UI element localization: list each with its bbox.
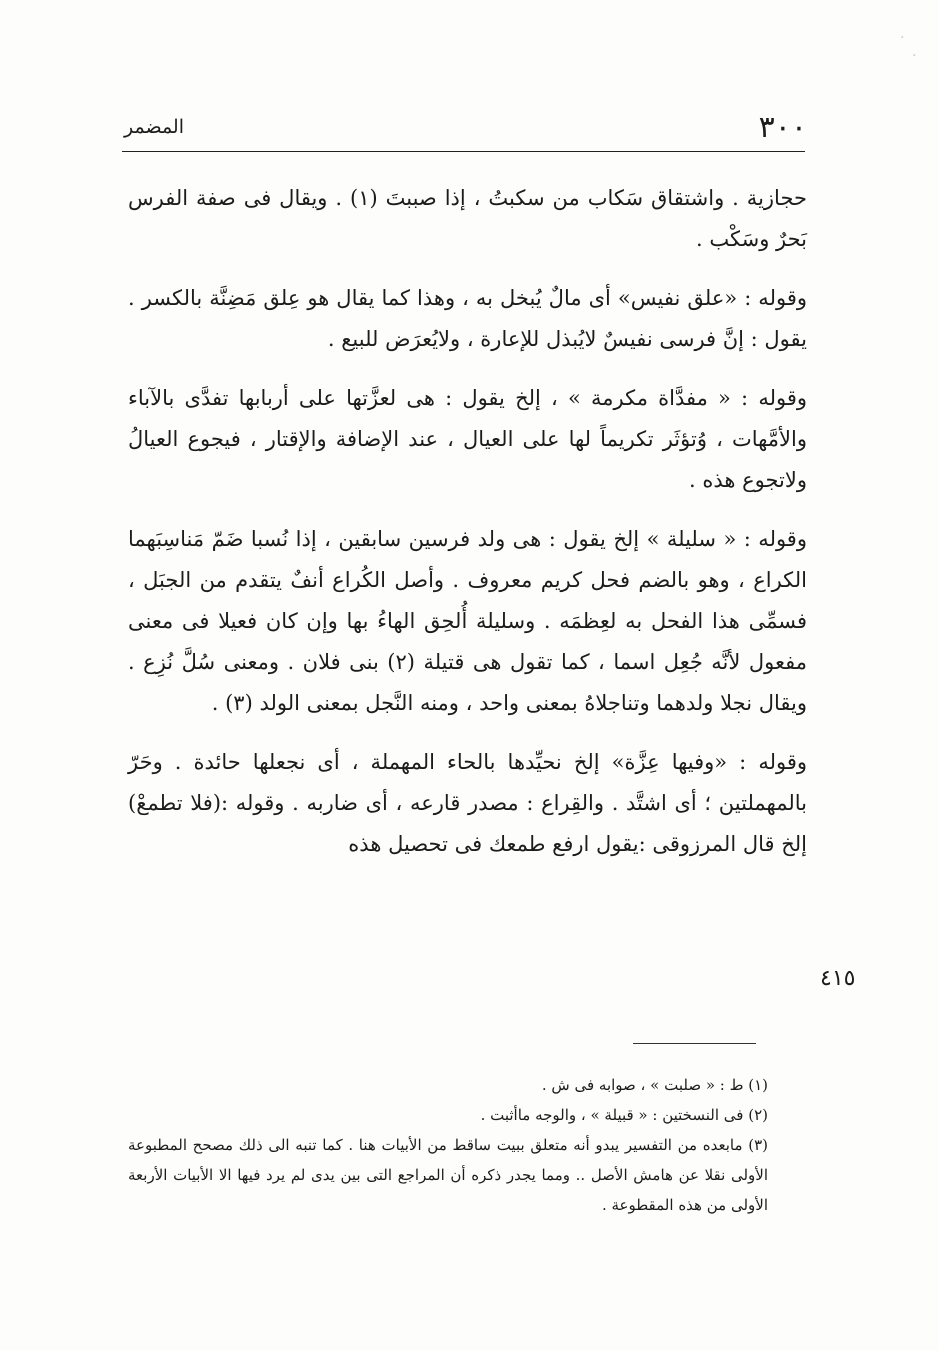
margin-line-number: ٤١٥ [820,966,856,991]
main-text [128,178,807,883]
paragraph-5: وقوله : «وفيها عِزَّة» إلخ نحيِّدها بالحاء المهملة ، أى نجعلها حائدة . وحَرّ بالمهملتين ؛ أى اشتَّد . والقِراع : مصدر قارعه ، أى ضاربه . وقوله :(فلا تطمعْ) إلخ قال المرزوقى :يقول ارفع طمعك فى تحصيل هذه [128,750,807,856]
running-title: المضمر [124,116,184,138]
footnote-3: (٣) مابعده من التفسير يبدو أنه متعلق ببيت ساقط من الأبيات هنا . كما تنبه الى ذلك مصحح المطبوعة الأولى نقلا عن هامش الأصل .. ومما يجدر ذكره أن المراجع التى بين يدى لم يرد فيها الا الأبيات الأربعة الأولى من هذه المقطوعة . [128,1136,768,1214]
scan-speck: · [912,48,917,64]
paragraph-1: حجازية . واشتقاق سَكاب من سكبتُ ، إذا صببتَ (١) . ويقال فى صفة الفرس بَحرٌ وسَكْب . [128,186,807,251]
page-number: ٣٠٠ [758,110,807,145]
header-rule [122,151,805,152]
footnote-2: (٢) فى النسختين : « قبيلة » ، والوجه ماأثبت . [480,1106,768,1124]
paragraph-2: وقوله : «علق نفيس» أى مالٌ يُبخل به ، وهذا كما يقال هو عِلق مَضِنَّة بالكسر . يقول : إنَّ فرسى نفيسٌ لايُبذل للإعارة ، ولايُعرَض للبيع . [128,286,807,351]
paragraph-3: وقوله : « مفدَّاة مكرمة » ، إلخ يقول : هى لعزَّتها على أربابها تفدَّى بالآباء والأمَّهات ، وُتؤثَر تكريماً لها على العيال ، عند الإضافة والإقتار ، فيجوع العيالُ ولاتجوع هذه . [128,386,807,492]
footnotes [128,1070,768,1220]
footnote-rule [633,1043,756,1044]
scan-speck: · [900,30,905,46]
footnote-1: (١) ط : « صلبت » ، صوابه فى ش . [541,1076,768,1094]
paragraph-4: وقوله : « سليلة » إلخ يقول : هى ولد فرسين سابقين ، إذا نُسبا ضَمّ مَناسِبَهما الكراع ، وهو بالضم فحل كريم معروف . وأصل الكُراع أنفٌ يتقدم من الجبَل ، فسمِّى هذا الفحل به لعِظمَه . وسليلة أُلحِق الهاءُ بها وإن كان فعيلا فى معنى مفعول لأنَّه جُعِل اسما ، كما تقول هى قتيلة (٢) بنى فلان . ومعنى سُلَّ نُزِع . ويقال نجلا ولدهما وتناجلاهُ بمعنى واحد ، ومنه النَّجل بمعنى الولد (٣) . [128,527,807,715]
